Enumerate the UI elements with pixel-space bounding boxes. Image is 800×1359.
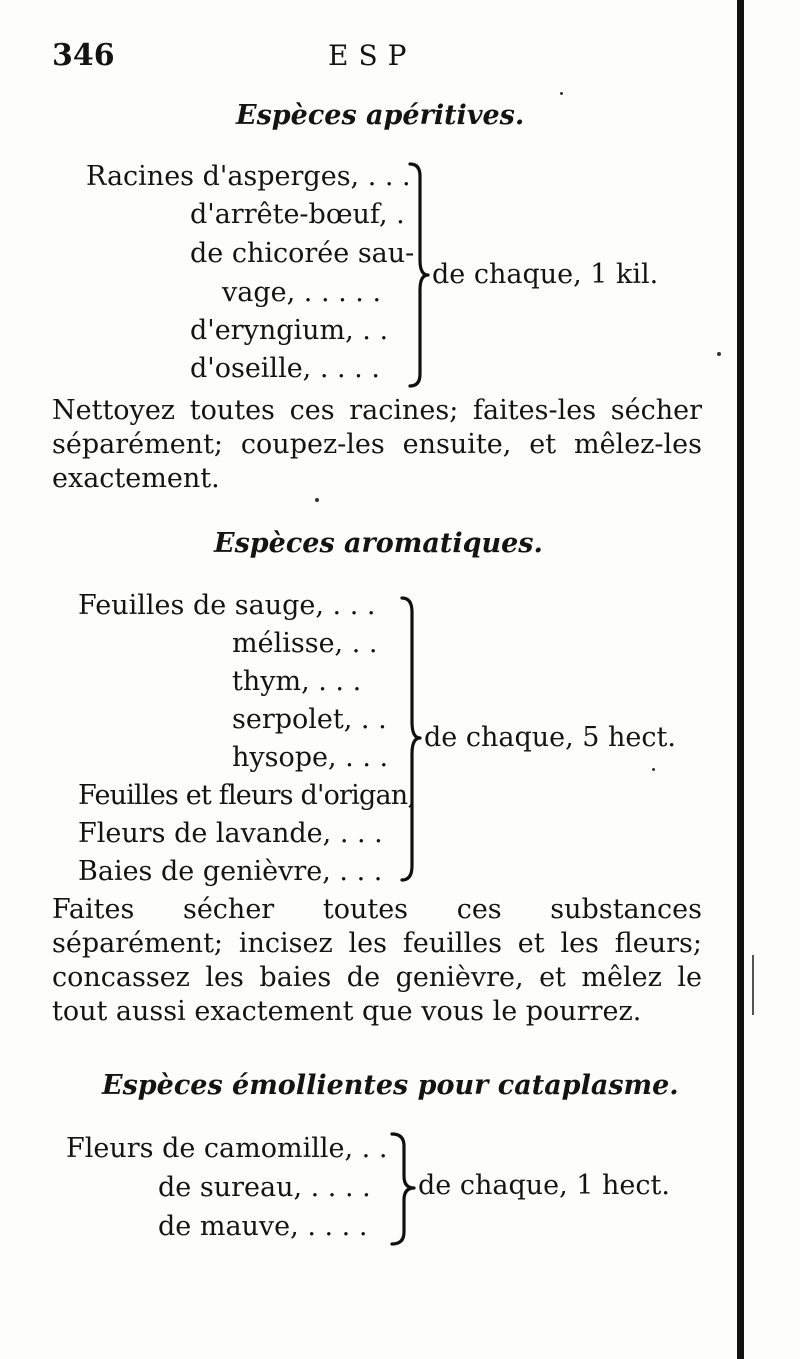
print-speck: [315, 498, 319, 502]
curly-brace: [402, 160, 432, 390]
ingredient-line: mélisse, . .: [232, 628, 378, 659]
print-speck: [717, 352, 721, 356]
instructions-paragraph: Faites sécher toutes ces substances séparément; incisez les feuilles et les fleurs; concassez les baies de genièvre, et mêlez le tout aussi exactement que vous le pourrez.: [52, 894, 702, 1027]
ingredient-line: Baies de genièvre, . . .: [78, 856, 383, 887]
ingredient-line: Racines d'asperges, . . .: [86, 161, 411, 192]
curly-brace: [384, 1130, 418, 1248]
print-speck: [652, 768, 655, 771]
print-speck: [560, 92, 563, 95]
running-title: ESP: [328, 39, 417, 72]
ingredient-line: hysope, . . .: [232, 742, 389, 773]
section-heading-emollientes: Espèces émollientes pour cataplasme.: [102, 1070, 679, 1101]
dose-label: de chaque, 1 hect.: [418, 1170, 670, 1201]
section-heading-aperitives: Espèces apéritives.: [236, 100, 525, 131]
ingredient-line: d'arrête-bœuf, .: [190, 199, 405, 230]
ingredient-line: vage, . . . . .: [222, 277, 382, 308]
curly-brace: [396, 594, 426, 884]
page-edge-mark: [752, 955, 754, 1015]
page-number: 346: [52, 38, 115, 73]
ingredient-line: Fleurs de camomille, . .: [66, 1133, 388, 1164]
ingredient-line: Feuilles de sauge, . . .: [78, 590, 376, 621]
instructions-paragraph: Nettoyez toutes ces racines; faites-les sécher séparément; coupez-les ensuite, et mêlez-les exactement.: [52, 395, 702, 494]
ingredient-line: d'eryngium, . .: [190, 315, 389, 346]
ingredient-line: thym, . . .: [232, 666, 362, 697]
ingredient-line: Fleurs de lavande, . . .: [78, 818, 383, 849]
ingredient-line: Feuilles et fleurs d'origan,: [78, 780, 416, 811]
ingredient-line: de chicorée sau-: [190, 238, 415, 269]
section-heading-aromatiques: Espèces aromatiques.: [214, 528, 543, 559]
ingredient-line: d'oseille, . . . .: [190, 353, 380, 384]
dose-label: de chaque, 5 hect.: [424, 722, 676, 753]
ingredient-line: de mauve, . . . .: [158, 1211, 368, 1242]
ingredient-line: serpolet, . .: [232, 704, 387, 735]
page-edge-rule: [737, 0, 744, 1359]
ingredient-line: de sureau, . . . .: [158, 1172, 371, 1203]
dose-label: de chaque, 1 kil.: [432, 259, 659, 290]
